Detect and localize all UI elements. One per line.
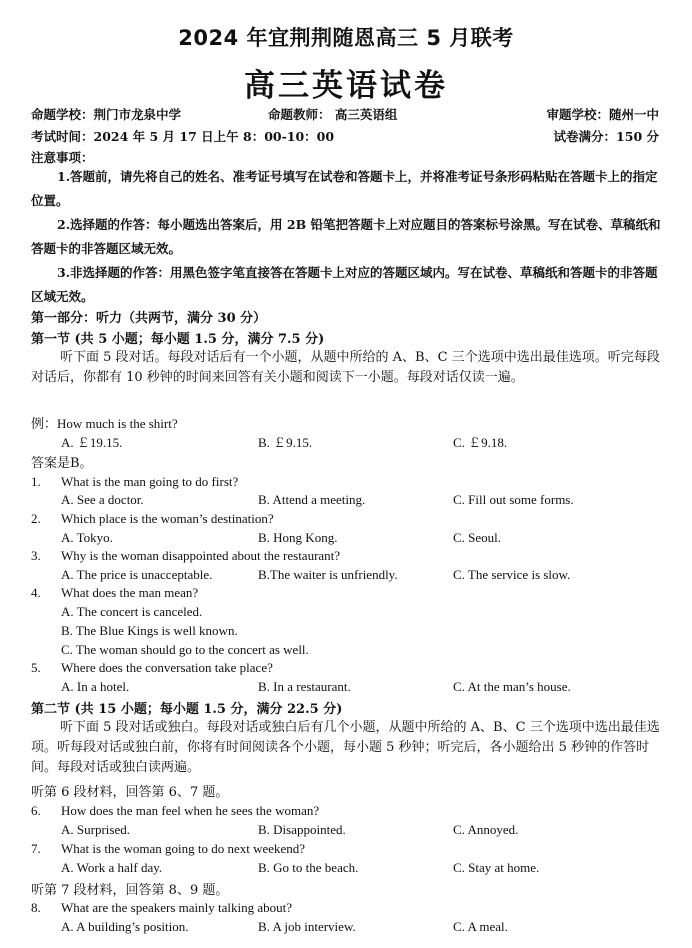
- section2-heading: 第二节 (共 15 小题；每小题 1.5 分，满分 22.5 分): [31, 702, 343, 717]
- note-item-3: 3.非选择题的作答：用黑色签字笔直接答在答题卡上对应的答题区域内。写在试卷、草稿纸和答题卡的非答题区域无效。: [31, 265, 658, 304]
- exam-title: 2024 年宜荆荆随恩高三 5 月联考: [178, 26, 514, 50]
- question-text: Which place is the woman’s destination?: [61, 511, 274, 526]
- question-number: 4.: [31, 585, 41, 600]
- question-number: 8.: [31, 900, 41, 915]
- option-b: B. Go to the beach.: [258, 860, 359, 875]
- question-text: What is the man going to do first?: [61, 474, 239, 489]
- question-text: Why is the woman disappointed about the restaurant?: [61, 548, 341, 563]
- question-number: 2.: [31, 511, 41, 526]
- option-c: C. At the man’s house.: [453, 679, 571, 694]
- option-b: B. Disappointed.: [258, 822, 346, 837]
- exam-subtitle: 高三英语试卷: [244, 68, 448, 104]
- option-a: A. The concert is canceled.: [61, 604, 203, 619]
- option-b: B. The Blue Kings is well known.: [61, 623, 238, 638]
- option-b: B.The waiter is unfriendly.: [258, 567, 398, 582]
- material-6-label: 听第 6 段材料，回答第 6、7 题。: [31, 785, 229, 800]
- option-a: A. Work a half day.: [61, 860, 163, 875]
- option-a: A. Tokyo.: [61, 530, 113, 545]
- example-option-b: B. ￡9.15.: [258, 435, 313, 450]
- question-text: What is the woman going to do next weekend?: [61, 841, 306, 856]
- reviewer-label: 审题学校：随州一中: [546, 107, 659, 122]
- example-answer: 答案是B。: [31, 456, 93, 471]
- part1-heading: 第一部分：听力（共两节，满分 30 分）: [31, 311, 267, 326]
- option-a: A. In a hotel.: [61, 679, 130, 694]
- option-c: C. Stay at home.: [453, 860, 540, 875]
- section1-instructions: 听下面 5 段对话。每段对话后有一个小题，从题中所给的 A、B、C 三个选项中选出最佳选项。听完每段对话后，你都有 10 秒钟的时间来回答有关小题和阅读下一小题。每段对话仅读一遍。: [31, 350, 660, 385]
- option-c: C. Annoyed.: [453, 822, 519, 837]
- material-7-label: 听第 7 段材料，回答第 8、9 题。: [31, 883, 229, 898]
- question-text: What does the man mean?: [61, 585, 199, 600]
- question-number: 5.: [31, 660, 41, 675]
- option-b: B. A job interview.: [258, 919, 356, 934]
- option-c: C. Fill out some forms.: [453, 492, 574, 507]
- question-number: 6.: [31, 803, 41, 818]
- section1-heading: 第一节 (共 5 小题；每小题 1.5 分，满分 7.5 分): [31, 332, 325, 347]
- option-a: A. A building’s position.: [61, 919, 189, 934]
- option-c: C. A meal.: [453, 919, 508, 934]
- teacher-label: 命题教师： 高三英语组: [268, 107, 398, 122]
- school-label: 命题学校：荆门市龙泉中学: [31, 107, 182, 122]
- total-score: 试卷满分：150 分: [553, 129, 659, 144]
- question-text: How does the man feel when he sees the woman?: [61, 803, 320, 818]
- option-a: A. The price is unacceptable.: [61, 567, 213, 582]
- notes-heading: 注意事项：: [31, 150, 94, 165]
- section2-instructions: 听下面 5 段对话或独白。每段对话或独白后有几个小题，从题中所给的 A、B、C 三个选项中选出最佳选项。听每段对话或独白前，你将有时间阅读各个小题，每小题 5 秒钟；听完后，各小题给出 5 秒钟的作答时间。每段对话或独白读两遍。: [31, 720, 660, 775]
- question-number: 1.: [31, 474, 41, 489]
- option-b: B. In a restaurant.: [258, 679, 351, 694]
- example-question: 例：How much is the shirt?: [31, 416, 178, 431]
- option-a: A. Surprised.: [61, 822, 130, 837]
- question-number: 7.: [31, 841, 41, 856]
- question-text: What are the speakers mainly talking about?: [61, 900, 293, 915]
- example-option-a: A. ￡19.15.: [61, 435, 123, 450]
- note-item-1: 1.答题前，请先将自己的姓名、准考证号填写在试卷和答题卡上，并将准考证号条形码粘贴在答题卡上的指定位置。: [31, 169, 658, 208]
- example-option-c: C. ￡9.18.: [453, 435, 508, 450]
- option-b: B. Attend a meeting.: [258, 492, 366, 507]
- note-item-2: 2.选择题的作答：每小题选出答案后，用 2B 铅笔把答题卡上对应题目的答案标号涂黑。写在试卷、草稿纸和答题卡的非答题区域无效。: [31, 217, 661, 256]
- question-text: Where does the conversation take place?: [61, 660, 273, 675]
- option-c: C. The woman should go to the concert as well.: [61, 642, 309, 657]
- option-c: C. Seoul.: [453, 530, 502, 545]
- option-b: B. Hong Kong.: [258, 530, 338, 545]
- option-c: C. The service is slow.: [453, 567, 571, 582]
- option-a: A. See a doctor.: [61, 492, 144, 507]
- question-number: 3.: [31, 548, 41, 563]
- exam-time: 考试时间：2024 年 5 月 17 日上午 8：00-10：00: [31, 129, 335, 144]
